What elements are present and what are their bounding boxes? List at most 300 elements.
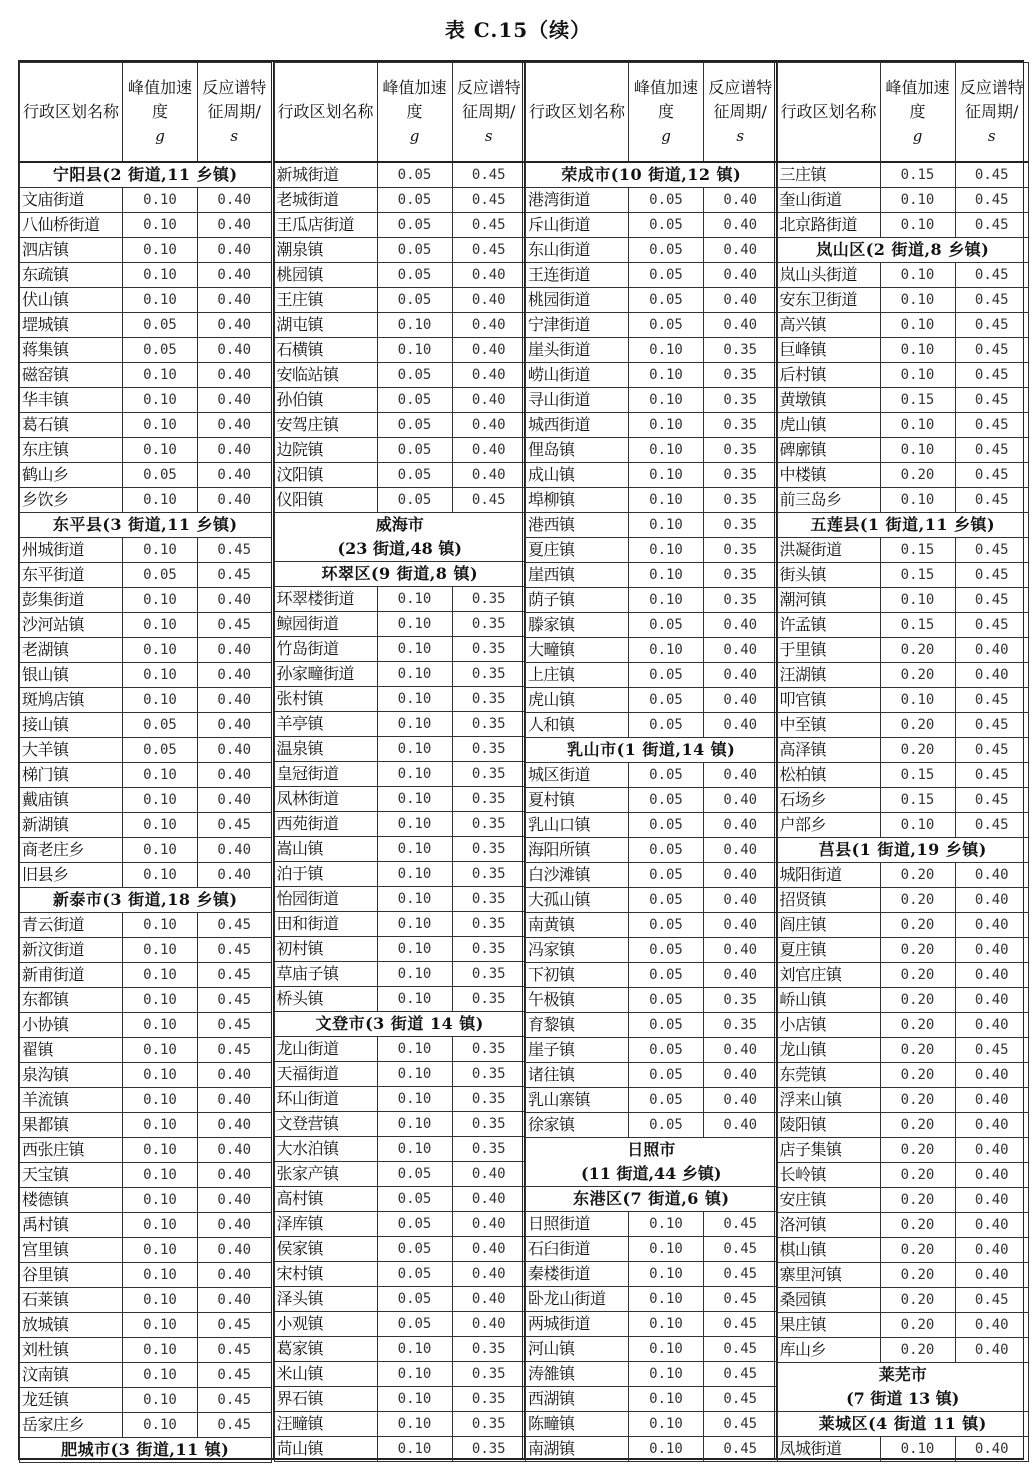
region-name-cell: 东庄镇 [20, 438, 123, 463]
table-row [777, 388, 1029, 413]
pga-cell: 0.05 [629, 788, 704, 813]
table-row [526, 288, 778, 313]
table-row [526, 438, 778, 463]
period-cell: 0.40 [955, 1437, 1029, 1462]
table-row [777, 963, 1029, 988]
region-table [777, 62, 1030, 1462]
period-cell: 0.35 [452, 887, 526, 912]
region-name-cell: 海阳所镇 [526, 838, 629, 863]
pga-cell: 0.05 [629, 663, 704, 688]
period-cell: 0.35 [704, 413, 778, 438]
table-row [526, 1113, 778, 1138]
table-row [777, 1113, 1029, 1138]
region-name-cell: 徐家镇 [526, 1113, 629, 1138]
period-cell: 0.35 [452, 937, 526, 962]
city-heading-row [777, 1363, 1029, 1388]
pga-cell: 0.20 [880, 938, 955, 963]
period-cell: 0.45 [198, 1038, 272, 1063]
table-row [526, 1262, 778, 1287]
period-cell: 0.45 [955, 313, 1029, 338]
table-row [526, 463, 778, 488]
table-row [777, 1088, 1029, 1113]
region-name-cell: 两城街道 [526, 1312, 629, 1337]
period-cell: 0.40 [198, 1138, 272, 1163]
group-heading-row [526, 1187, 778, 1212]
table-column-4 [774, 62, 1026, 1458]
region-name-cell: 潮泉镇 [274, 238, 377, 263]
group-heading: 东港区(7 街道,6 镇) [526, 1187, 778, 1212]
period-cell: 0.40 [955, 1313, 1029, 1338]
table-row [274, 338, 526, 363]
city-heading-row [274, 513, 526, 538]
period-cell: 0.45 [452, 488, 526, 513]
table-row [20, 1013, 272, 1038]
region-name-cell: 石横镇 [274, 338, 377, 363]
region-name-cell: 库山乡 [777, 1338, 880, 1363]
region-name-cell: 岳家庄乡 [20, 1413, 123, 1438]
region-name-cell: 阎庄镇 [777, 913, 880, 938]
pga-cell: 0.15 [880, 788, 955, 813]
table-row [20, 938, 272, 963]
pga-cell: 0.10 [123, 1088, 198, 1113]
region-name-cell: 果都镇 [20, 1113, 123, 1138]
pga-cell: 0.10 [123, 438, 198, 463]
period-cell: 0.40 [198, 1088, 272, 1113]
period-cell: 0.40 [955, 863, 1029, 888]
period-cell: 0.40 [198, 588, 272, 613]
region-name-cell: 许孟镇 [777, 613, 880, 638]
region-name-cell: 安庄镇 [777, 1188, 880, 1213]
table-row [20, 663, 272, 688]
period-cell: 0.35 [452, 1412, 526, 1437]
pga-cell: 0.05 [377, 1162, 452, 1187]
pga-cell: 0.10 [377, 687, 452, 712]
table-row [274, 313, 526, 338]
table-row [20, 1313, 272, 1338]
region-name-cell: 育黎镇 [526, 1013, 629, 1038]
group-heading-row [20, 888, 272, 913]
pga-cell: 0.05 [377, 162, 452, 188]
period-cell: 0.35 [704, 363, 778, 388]
period-cell: 0.45 [704, 1312, 778, 1337]
region-name-cell: 放城镇 [20, 1313, 123, 1338]
pga-cell: 0.15 [880, 613, 955, 638]
pga-cell: 0.05 [377, 388, 452, 413]
table-row [777, 1188, 1029, 1213]
pga-cell: 0.10 [123, 813, 198, 838]
pga-cell: 0.10 [377, 1137, 452, 1162]
period-cell: 0.35 [704, 538, 778, 563]
pga-cell: 0.20 [880, 863, 955, 888]
table-row [526, 1412, 778, 1437]
region-name-cell: 石莱镇 [20, 1288, 123, 1313]
group-heading-row [20, 513, 272, 538]
region-name-cell: 禹村镇 [20, 1213, 123, 1238]
pga-cell: 0.10 [880, 488, 955, 513]
table-row [274, 1162, 526, 1187]
period-cell: 0.45 [955, 388, 1029, 413]
table-row [20, 438, 272, 463]
region-name-cell: 前三岛乡 [777, 488, 880, 513]
region-name-cell: 安驾庄镇 [274, 413, 377, 438]
period-cell: 0.35 [452, 1062, 526, 1087]
region-name-cell: 桑园镇 [777, 1288, 880, 1313]
region-name-cell: 西苑街道 [274, 812, 377, 837]
pga-cell: 0.10 [123, 838, 198, 863]
header-name: 行政区划名称 [777, 63, 880, 163]
pga-cell: 0.10 [123, 363, 198, 388]
period-cell: 0.40 [452, 1262, 526, 1287]
region-name-cell: 田和街道 [274, 912, 377, 937]
table-row [274, 762, 526, 787]
period-cell: 0.45 [198, 963, 272, 988]
region-name-cell: 蒋集镇 [20, 338, 123, 363]
table-row [526, 988, 778, 1013]
period-cell: 0.45 [955, 463, 1029, 488]
header-row [777, 63, 1029, 163]
period-cell: 0.40 [955, 1213, 1029, 1238]
city-heading: 莱芜市 [777, 1363, 1029, 1388]
period-cell: 0.40 [955, 1138, 1029, 1163]
period-cell: 0.45 [955, 788, 1029, 813]
region-name-cell: 岚山头街道 [777, 263, 880, 288]
pga-cell: 0.20 [880, 1263, 955, 1288]
region-name-cell: 陈疃镇 [526, 1412, 629, 1437]
table-row [526, 838, 778, 863]
table-row [20, 413, 272, 438]
table-row [20, 1163, 272, 1188]
region-name-cell: 老湖镇 [20, 638, 123, 663]
pga-cell: 0.10 [377, 1412, 452, 1437]
table-row [20, 713, 272, 738]
region-name-cell: 下初镇 [526, 963, 629, 988]
pga-cell: 0.10 [880, 188, 955, 213]
period-cell: 0.45 [198, 913, 272, 938]
pga-cell: 0.10 [629, 1412, 704, 1437]
period-cell: 0.40 [955, 963, 1029, 988]
pga-cell: 0.05 [629, 613, 704, 638]
table-row [274, 1262, 526, 1287]
period-cell: 0.35 [452, 587, 526, 612]
period-cell: 0.40 [704, 813, 778, 838]
table-row [20, 588, 272, 613]
table-row [274, 712, 526, 737]
period-cell: 0.40 [955, 938, 1029, 963]
group-heading-row [777, 238, 1029, 263]
period-cell: 0.40 [955, 1013, 1029, 1038]
region-name-cell: 斑鸠店镇 [20, 688, 123, 713]
period-cell: 0.45 [704, 1237, 778, 1262]
region-name-cell: 葛家镇 [274, 1337, 377, 1362]
region-name-cell: 张村镇 [274, 687, 377, 712]
region-name-cell: 戴庙镇 [20, 788, 123, 813]
table-row [274, 837, 526, 862]
period-cell: 0.45 [198, 1313, 272, 1338]
pga-cell: 0.10 [123, 638, 198, 663]
region-name-cell: 诸往镇 [526, 1063, 629, 1088]
table-row [526, 1212, 778, 1237]
period-cell: 0.45 [955, 588, 1029, 613]
table-row [274, 862, 526, 887]
table-row [526, 613, 778, 638]
region-name-cell: 寻山街道 [526, 388, 629, 413]
period-cell: 0.40 [452, 1187, 526, 1212]
pga-cell: 0.20 [880, 1163, 955, 1188]
table-row [526, 663, 778, 688]
table-row [274, 787, 526, 812]
region-name-cell: 成山镇 [526, 463, 629, 488]
table-row [526, 213, 778, 238]
table-row [526, 538, 778, 563]
pga-cell: 0.10 [123, 1388, 198, 1413]
region-name-cell: 户部乡 [777, 813, 880, 838]
pga-cell: 0.10 [377, 762, 452, 787]
region-name-cell: 港西镇 [526, 513, 629, 538]
pga-cell: 0.10 [629, 488, 704, 513]
period-cell: 0.40 [452, 1237, 526, 1262]
table-row [274, 1112, 526, 1137]
region-name-cell: 于里镇 [777, 638, 880, 663]
pga-cell: 0.10 [123, 1038, 198, 1063]
table-row [526, 313, 778, 338]
group-heading: 莒县(1 街道,19 乡镇) [777, 838, 1029, 863]
region-name-cell: 冯家镇 [526, 938, 629, 963]
table-row [526, 1237, 778, 1262]
period-cell: 0.40 [452, 338, 526, 363]
period-cell: 0.45 [955, 1038, 1029, 1063]
group-heading-row [526, 738, 778, 763]
region-name-cell: 小观镇 [274, 1312, 377, 1337]
period-cell: 0.40 [955, 1263, 1029, 1288]
table-row [20, 188, 272, 213]
pga-cell: 0.10 [377, 837, 452, 862]
table-row [777, 1213, 1029, 1238]
pga-cell: 0.10 [377, 1112, 452, 1137]
pga-cell: 0.10 [123, 613, 198, 638]
pga-cell: 0.10 [123, 988, 198, 1013]
table-row [20, 1113, 272, 1138]
region-name-cell: 沙河站镇 [20, 613, 123, 638]
table-row [777, 488, 1029, 513]
city-heading-row [274, 537, 526, 562]
table-row [274, 263, 526, 288]
table-title: 表 C.15（续） [444, 18, 592, 42]
group-heading: 肥城市(3 街道,11 镇) [20, 1438, 272, 1463]
period-cell: 0.45 [955, 1288, 1029, 1313]
pga-cell: 0.20 [880, 1338, 955, 1363]
period-cell: 0.35 [704, 988, 778, 1013]
pga-cell: 0.10 [629, 638, 704, 663]
period-cell: 0.45 [198, 563, 272, 588]
pga-cell: 0.05 [377, 213, 452, 238]
pga-cell: 0.05 [629, 1038, 704, 1063]
region-name-cell: 楼德镇 [20, 1188, 123, 1213]
pga-cell: 0.10 [377, 937, 452, 962]
city-heading: 日照市 [526, 1138, 778, 1163]
pga-cell: 0.05 [629, 1113, 704, 1138]
period-cell: 0.40 [704, 238, 778, 263]
region-name-cell: 桃园镇 [274, 263, 377, 288]
region-name-cell: 侯家镇 [274, 1237, 377, 1262]
region-name-cell: 老城街道 [274, 188, 377, 213]
region-name-cell: 安东卫街道 [777, 288, 880, 313]
period-cell: 0.40 [955, 913, 1029, 938]
table-row [274, 687, 526, 712]
region-name-cell: 大疃镇 [526, 638, 629, 663]
region-name-cell: 城西街道 [526, 413, 629, 438]
region-name-cell: 桥头镇 [274, 987, 377, 1012]
table-row [274, 1287, 526, 1312]
region-name-cell: 汶阳镇 [274, 463, 377, 488]
region-name-cell: 滕家镇 [526, 613, 629, 638]
pga-cell: 0.20 [880, 1188, 955, 1213]
period-cell: 0.45 [955, 413, 1029, 438]
period-cell: 0.40 [452, 413, 526, 438]
region-name-cell: 后村镇 [777, 363, 880, 388]
region-name-cell: 店子集镇 [777, 1138, 880, 1163]
pga-cell: 0.05 [123, 463, 198, 488]
table-row [526, 563, 778, 588]
region-name-cell: 草庙子镇 [274, 962, 377, 987]
pga-cell: 0.10 [377, 637, 452, 662]
period-cell: 0.35 [452, 637, 526, 662]
region-name-cell: 华丰镇 [20, 388, 123, 413]
period-cell: 0.45 [955, 263, 1029, 288]
pga-cell: 0.10 [629, 513, 704, 538]
period-cell: 0.40 [198, 1063, 272, 1088]
period-cell: 0.45 [955, 188, 1029, 213]
period-cell: 0.40 [198, 1113, 272, 1138]
region-name-cell: 龙山街道 [274, 1037, 377, 1062]
period-cell: 0.45 [704, 1437, 778, 1462]
region-name-cell: 河山镇 [526, 1337, 629, 1362]
pga-cell: 0.10 [377, 987, 452, 1012]
table-row [526, 188, 778, 213]
pga-cell: 0.20 [880, 638, 955, 663]
table-row [526, 513, 778, 538]
pga-cell: 0.10 [880, 263, 955, 288]
period-cell: 0.40 [452, 463, 526, 488]
region-name-cell: 港湾街道 [526, 188, 629, 213]
period-cell: 0.40 [198, 213, 272, 238]
pga-cell: 0.10 [123, 1313, 198, 1338]
table-row [526, 1312, 778, 1337]
table-row [777, 1163, 1029, 1188]
table-row [20, 463, 272, 488]
table-row [274, 637, 526, 662]
pga-cell: 0.05 [629, 1088, 704, 1113]
pga-cell: 0.10 [377, 1337, 452, 1362]
pga-cell: 0.10 [123, 188, 198, 213]
period-cell: 0.35 [452, 812, 526, 837]
pga-cell: 0.10 [123, 538, 198, 563]
table-row [777, 538, 1029, 563]
region-name-cell: 夏村镇 [526, 788, 629, 813]
table-row [526, 713, 778, 738]
region-name-cell: 大孤山镇 [526, 888, 629, 913]
period-cell: 0.40 [198, 763, 272, 788]
table-row [777, 162, 1029, 188]
pga-cell: 0.10 [123, 588, 198, 613]
table-row [777, 713, 1029, 738]
period-cell: 0.40 [704, 788, 778, 813]
period-cell: 0.45 [955, 538, 1029, 563]
pga-cell: 0.10 [123, 1338, 198, 1363]
period-cell: 0.45 [704, 1337, 778, 1362]
pga-cell: 0.10 [123, 1113, 198, 1138]
pga-cell: 0.10 [123, 1213, 198, 1238]
table-row [777, 888, 1029, 913]
table-row [20, 1388, 272, 1413]
pga-cell: 0.05 [123, 313, 198, 338]
pga-cell: 0.10 [123, 1288, 198, 1313]
group-heading: 荣成市(10 街道,12 镇) [526, 162, 778, 188]
region-name-cell: 旧县乡 [20, 863, 123, 888]
period-cell: 0.35 [704, 338, 778, 363]
pga-cell: 0.05 [377, 1187, 452, 1212]
period-cell: 0.45 [704, 1287, 778, 1312]
table-column-2 [271, 62, 523, 1458]
pga-cell: 0.10 [629, 588, 704, 613]
table-row [526, 788, 778, 813]
period-cell: 0.45 [955, 162, 1029, 188]
pga-cell: 0.05 [123, 738, 198, 763]
region-name-cell: 龙山镇 [777, 1038, 880, 1063]
period-cell: 0.40 [198, 1163, 272, 1188]
period-cell: 0.35 [452, 1437, 526, 1462]
table-row [274, 1212, 526, 1237]
period-cell: 0.40 [955, 1238, 1029, 1263]
period-cell: 0.40 [198, 1238, 272, 1263]
region-name-cell: 棋山镇 [777, 1238, 880, 1263]
pga-cell: 0.10 [377, 1087, 452, 1112]
data-table-sheet [18, 60, 1024, 1460]
region-name-cell: 文庙街道 [20, 188, 123, 213]
region-name-cell: 新城街道 [274, 162, 377, 188]
table-row [274, 1187, 526, 1212]
table-row [526, 388, 778, 413]
region-name-cell: 孙伯镇 [274, 388, 377, 413]
pga-cell: 0.10 [629, 1387, 704, 1412]
table-row [526, 1362, 778, 1387]
pga-cell: 0.15 [880, 538, 955, 563]
region-name-cell: 东疏镇 [20, 263, 123, 288]
region-name-cell: 乳山寨镇 [526, 1088, 629, 1113]
table-row [20, 263, 272, 288]
period-cell: 0.35 [452, 862, 526, 887]
table-row [777, 288, 1029, 313]
table-row [20, 1038, 272, 1063]
table-row [777, 588, 1029, 613]
period-cell: 0.40 [198, 688, 272, 713]
region-name-cell: 初村镇 [274, 937, 377, 962]
region-name-cell: 碑廓镇 [777, 438, 880, 463]
city-heading: (11 街道,44 乡镇) [526, 1162, 778, 1187]
table-row [526, 1063, 778, 1088]
pga-cell: 0.10 [880, 1437, 955, 1462]
period-cell: 0.40 [955, 638, 1029, 663]
period-cell: 0.40 [198, 663, 272, 688]
pga-cell: 0.05 [629, 913, 704, 938]
region-name-cell: 斥山街道 [526, 213, 629, 238]
region-name-cell: 银山镇 [20, 663, 123, 688]
pga-cell: 0.20 [880, 1238, 955, 1263]
pga-cell: 0.10 [377, 1387, 452, 1412]
table-row [274, 188, 526, 213]
period-cell: 0.45 [198, 988, 272, 1013]
period-cell: 0.35 [452, 987, 526, 1012]
pga-cell: 0.10 [123, 688, 198, 713]
